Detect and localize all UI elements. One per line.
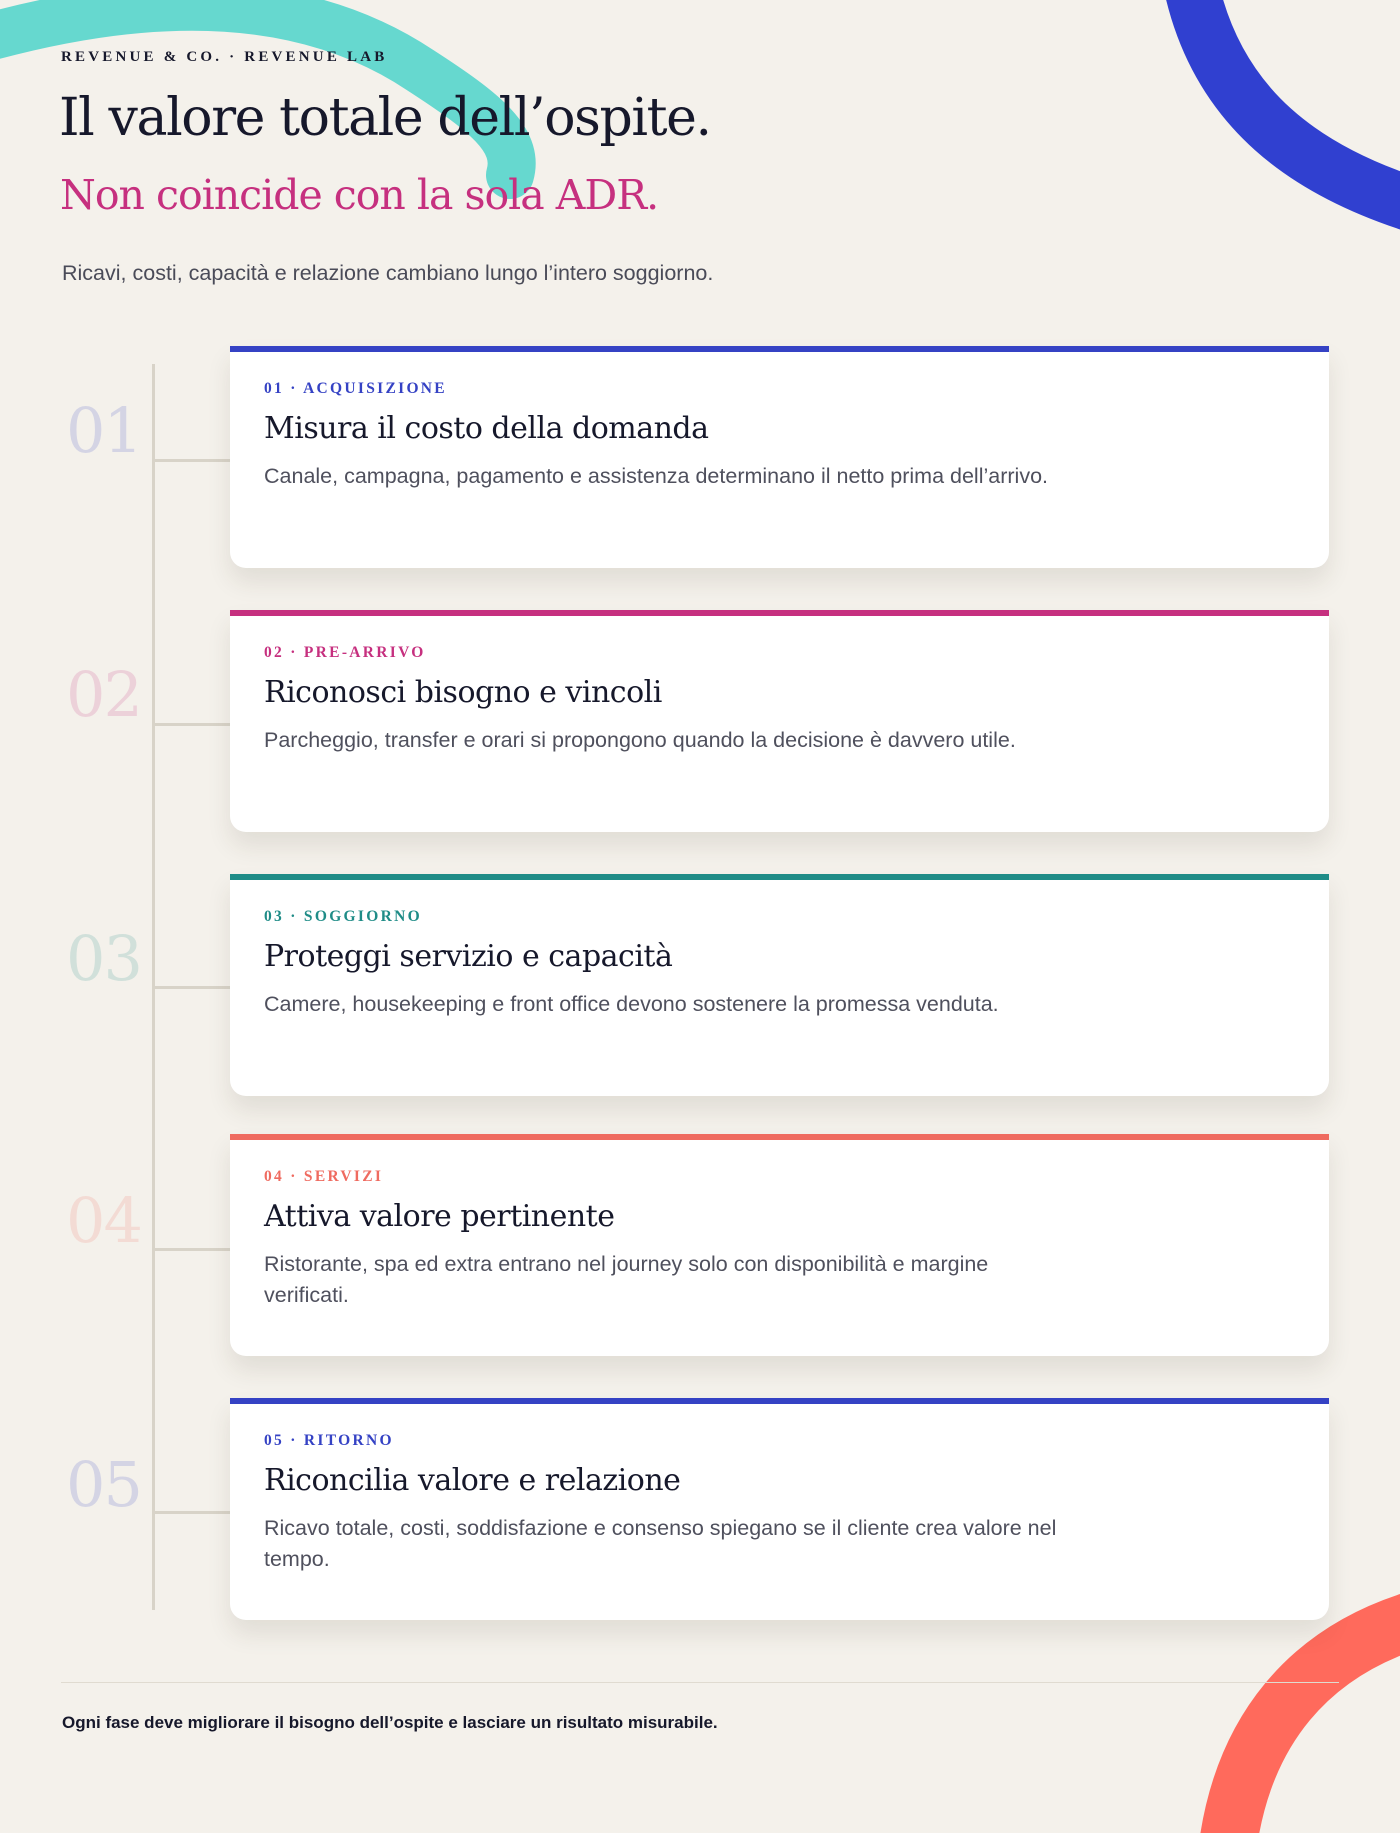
step-title: Riconcilia valore e relazione	[264, 1463, 681, 1498]
page-title: Il valore totale dell’ospite.	[59, 88, 711, 148]
timeline-connector	[154, 459, 230, 462]
timeline-connector	[154, 986, 230, 989]
timeline-connector	[154, 1511, 230, 1514]
step-description: Ristorante, spa ed extra entrano nel journey solo con disponibilità e margine verificati.	[264, 1252, 989, 1307]
step-number-02: 02	[66, 658, 141, 731]
intro-text: Ricavi, costi, capacità e relazione cambiano lungo l’intero soggiorno.	[62, 261, 714, 285]
step-number-04: 04	[66, 1184, 141, 1257]
page-subtitle: Non coincide con la sola ADR.	[60, 171, 659, 219]
coral-arc-decoration	[1180, 1583, 1400, 1833]
step-card-servizi	[230, 1134, 1329, 1356]
step-label: 02 · PRE-ARRIVO	[264, 644, 426, 661]
step-description: Parcheggio, transfer e orari si propongono quando la decisione è davvero utile.	[264, 728, 1016, 752]
step-title: Misura il costo della domanda	[264, 411, 709, 446]
step-card-ritorno	[230, 1398, 1329, 1620]
step-card-soggiorno	[230, 874, 1329, 1096]
step-title: Proteggi servizio e capacità	[264, 939, 673, 974]
step-number-03: 03	[66, 922, 141, 995]
step-description: Camere, housekeeping e front office devono sostenere la promessa venduta.	[264, 992, 999, 1016]
step-description: Canale, campagna, pagamento e assistenza determinano il netto prima dell’arrivo.	[264, 464, 1048, 488]
step-label: 05 · RITORNO	[264, 1432, 394, 1449]
timeline-connector	[154, 723, 230, 726]
step-card-acquisizione	[230, 346, 1329, 568]
step-description: Ricavo totale, costi, soddisfazione e consenso spiegano se il cliente crea valore nel tempo.	[264, 1516, 1057, 1571]
step-number-05: 05	[66, 1448, 141, 1521]
brand-kicker: REVENUE & CO. · REVENUE LAB	[61, 49, 388, 65]
footer-divider	[61, 1682, 1339, 1683]
step-title: Attiva valore pertinente	[264, 1199, 615, 1234]
step-number-01: 01	[66, 394, 141, 467]
step-label: 01 · ACQUISIZIONE	[264, 380, 447, 397]
step-label: 03 · SOGGIORNO	[264, 908, 422, 925]
footer-note: Ogni fase deve migliorare il bisogno dell’ospite e lasciare un risultato misurabile.	[62, 1713, 718, 1732]
step-title: Riconosci bisogno e vincoli	[264, 675, 662, 710]
step-label: 04 · SERVIZI	[264, 1168, 384, 1185]
step-card-pre-arrivo	[230, 610, 1329, 832]
timeline-connector	[154, 1248, 230, 1251]
blue-arc-decoration	[1130, 0, 1400, 270]
